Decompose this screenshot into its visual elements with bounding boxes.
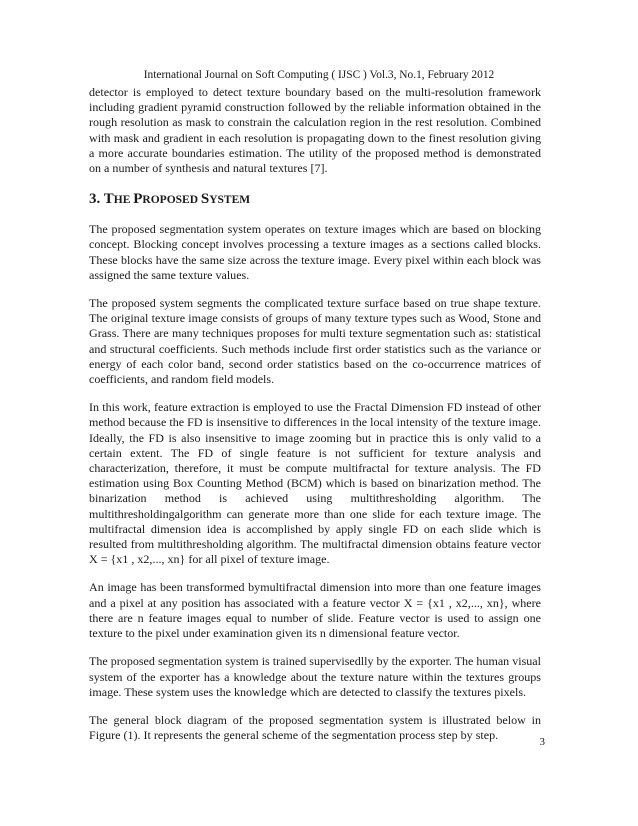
paragraph-supervised-training: The proposed segmentation system is trained supervisedlly by the exporter. The human visual system of the exporter has a knowledge about the texture nature within the textures groups image. These system uses the knowledge which are detected to classify the textures pixels. [89, 654, 541, 699]
paragraph-fractal-dimension: In this work, feature extraction is employed to use the Fractal Dimension FD instead of other method because the FD is insensitive to differences in the local intensity of the texture image. Ideally, the FD is also insensitive to image zooming but in practice this is only valid to a certain extent. The FD of single feature is not sufficient for texture analysis and characterization, therefore, it must be compute multifractal for texture analysis. The FD estimation using Box Counting Method (BCM) which is based on binarization method. The binarization method is achieved using multithresholding algorithm. The multithresholdingalgorithm can generate more than one slide for each texture image. The multifractal dimension idea is accomplished by apply single FD on each slide which is resulted from multithresholding algorithm. The multifractal dimension obtains feature vector X = {x1 , x2,..., xn} for all pixel of texture image. [89, 400, 541, 567]
paragraph-blocking-concept: The proposed segmentation system operates on texture images which are based on blocking concept. Blocking concept involves processing a texture images as a sections called blocks. These blocks have the same size across the texture image. Every pixel within each block was assigned the same texture values. [89, 222, 541, 282]
paragraph-continuation: detector is employed to detect texture boundary based on the multi-resolution framework including gradient pyramid construction followed by the reliable information obtained in the rough resolution as mask to constrain the calculation region in the rest resolution. Combined with mask and gradient in each resolution is propagating down to the finest resolution giving a more accurate boundaries estimation. The utility of the proposed method is demonstrated on a number of synthesis and natural textures [7]. [89, 85, 541, 176]
section-heading: 3. THE PROPOSED SYSTEM [89, 191, 251, 208]
section-number: 3. [89, 191, 104, 208]
paragraph-block-diagram: The general block diagram of the proposed segmentation system is illustrated below in Figure (1). It represents the general scheme of the segmentation process step by step. [89, 712, 541, 743]
running-header: International Journal on Soft Computing ( IJSC ) Vol.3, No.1, February 2012 [143, 69, 495, 81]
paragraph-texture-surface: The proposed system segments the complicated texture surface based on true shape texture. The original texture image consists of groups of many texture types such as Wood, Stone and Grass. There are many techniques proposes for multi texture segmentation such as: statistical and structural coefficients. Such methods include first order statistics such as the variance or energy of each color band, second order statistics based on the co-occurrence matrices of coefficients, and random field models. [89, 296, 541, 387]
body-text [89, 85, 541, 743]
paragraph-feature-vector: An image has been transformed bymultifractal dimension into more than one feature images and a pixel at any position has associated with a feature vector X = {x1 , x2,..., xn}, where there are n feature images equal to number of slide. Feature vector is used to assign one texture to the pixel under examination given its n dimensional feature vector. [89, 580, 541, 641]
page-number: 3 [539, 736, 545, 748]
